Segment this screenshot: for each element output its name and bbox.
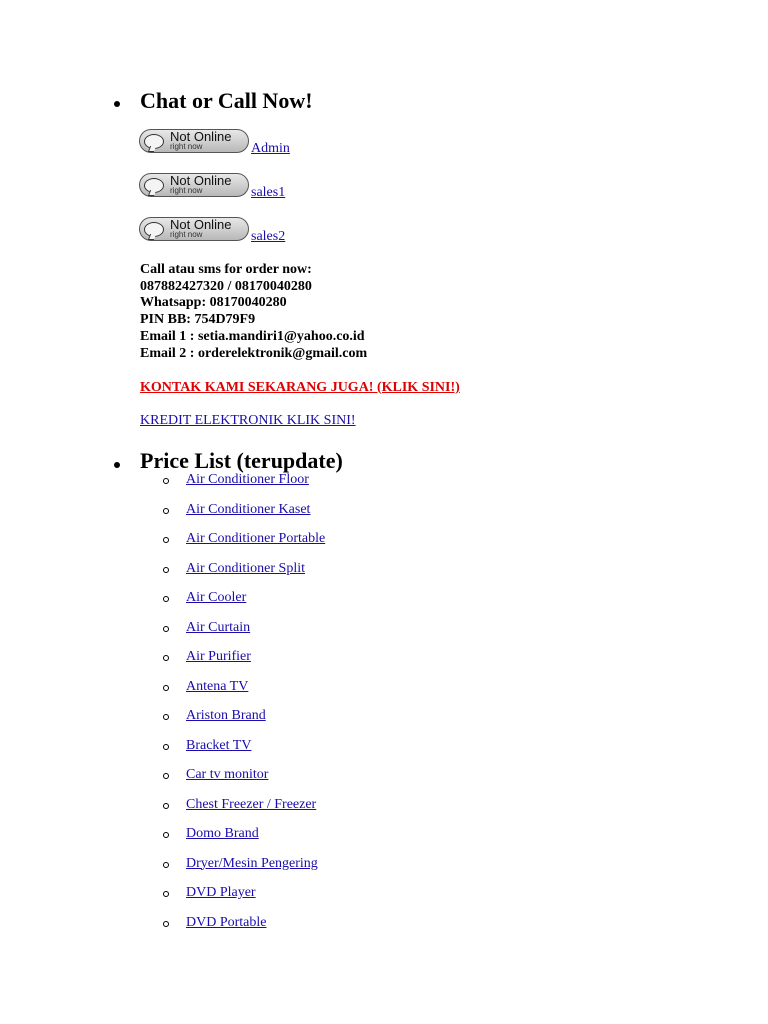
circle-bullet-icon (163, 773, 169, 779)
price-list-heading: Price List (terupdate) (140, 448, 343, 473)
circle-bullet-icon (163, 803, 169, 809)
circle-bullet-icon (163, 714, 169, 720)
price-list-link[interactable]: Air Curtain (186, 619, 251, 635)
chat-bubble-icon (144, 222, 164, 237)
kredit-link[interactable]: KREDIT ELEKTRONIK KLIK SINI! (140, 413, 356, 428)
list-item (0, 708, 768, 728)
price-list-link[interactable]: Air Conditioner Split (186, 560, 305, 576)
contact-line-call: Call atau sms for order now: (140, 262, 312, 277)
status-badge-admin[interactable] (139, 129, 249, 153)
price-list-link[interactable]: Air Conditioner Portable (186, 531, 326, 546)
circle-bullet-icon (163, 744, 169, 750)
list-item (0, 531, 768, 551)
price-list-link[interactable]: Ariston Brand (186, 708, 266, 723)
price-list-link[interactable]: Air Cooler (186, 590, 247, 605)
list-item (0, 649, 768, 669)
agent-link-sales1[interactable]: sales1 (251, 185, 286, 200)
status-line1: Not Online (170, 217, 232, 232)
circle-bullet-icon (163, 478, 169, 484)
status-line2: right now (170, 142, 203, 151)
contact-line-whatsapp: Whatsapp: 08170040280 (140, 295, 287, 311)
list-item (0, 561, 768, 581)
contact-line-phone: 087882427320 / 08170040280 (140, 278, 312, 294)
contact-line-email2: Email 2 : orderelektronik@gmail.com (140, 345, 368, 361)
price-list-link[interactable]: Dryer/Mesin Pengering (186, 855, 318, 871)
circle-bullet-icon (163, 921, 169, 927)
price-list-link[interactable]: Air Purifier (186, 649, 251, 664)
price-list-link[interactable]: Antena TV (186, 678, 249, 694)
list-item (0, 856, 768, 876)
contact-line-pin: PIN BB: 754D79F9 (140, 312, 256, 328)
list-item (0, 472, 768, 492)
price-list-link[interactable]: Air Conditioner Kaset (186, 501, 311, 517)
status-badge-sales2[interactable] (139, 217, 249, 241)
chat-bubble-icon (144, 134, 164, 149)
bullet-price-list (114, 462, 120, 468)
list-item (0, 826, 768, 846)
chat-heading: Chat or Call Now! (140, 88, 313, 113)
status-line2: right now (170, 230, 203, 239)
circle-bullet-icon (163, 832, 169, 838)
circle-bullet-icon (163, 862, 169, 868)
price-list-link[interactable]: DVD Player (186, 885, 256, 900)
list-item (0, 590, 768, 610)
price-list-link[interactable]: Chest Freezer / Freezer (186, 796, 317, 812)
agent-link-sales2[interactable]: sales2 (251, 229, 286, 244)
list-item (0, 915, 768, 935)
price-list-link[interactable]: Bracket TV (186, 737, 252, 753)
status-line1: Not Online (170, 173, 232, 188)
bullet-chat (114, 101, 120, 107)
list-item (0, 767, 768, 787)
list-item (0, 502, 768, 522)
circle-bullet-icon (163, 567, 169, 573)
list-item (0, 620, 768, 640)
contact-line-email1: Email 1 : setia.mandiri1@yahoo.co.id (140, 328, 365, 344)
price-list-link[interactable]: Car tv monitor (186, 767, 269, 782)
circle-bullet-icon (163, 537, 169, 543)
list-item (0, 797, 768, 817)
list-item (0, 738, 768, 758)
circle-bullet-icon (163, 891, 169, 897)
circle-bullet-icon (163, 655, 169, 661)
price-list-link[interactable]: DVD Portable (186, 914, 267, 930)
status-line2: right now (170, 186, 203, 195)
circle-bullet-icon (163, 508, 169, 514)
chat-bubble-icon (144, 178, 164, 193)
circle-bullet-icon (163, 685, 169, 691)
price-list-link[interactable]: Domo Brand (186, 826, 259, 841)
price-list-link[interactable]: Air Conditioner Floor (186, 472, 309, 487)
contact-info (140, 262, 367, 362)
circle-bullet-icon (163, 626, 169, 632)
status-badge-sales1[interactable] (139, 173, 249, 197)
circle-bullet-icon (163, 596, 169, 602)
contact-us-link[interactable]: KONTAK KAMI SEKARANG JUGA! (KLIK SINI!) (140, 380, 460, 395)
list-item (0, 885, 768, 905)
status-line1: Not Online (170, 129, 232, 144)
list-item (0, 679, 768, 699)
agent-link-admin[interactable]: Admin (251, 141, 290, 156)
